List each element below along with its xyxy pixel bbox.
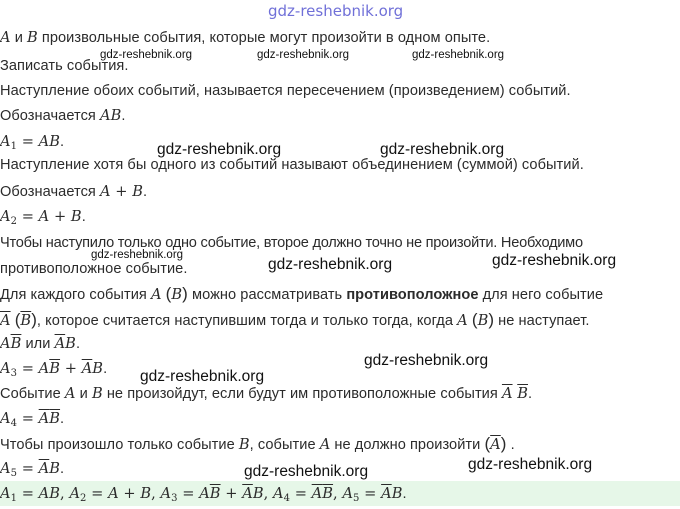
line-only-one: Чтобы наступило только одно событие, второе должно точно не произойти. Необходимо [0, 235, 583, 251]
watermark: gdz-reshebnik.org [257, 49, 350, 61]
line-denoted-ab: Обозначается AB. [0, 107, 126, 124]
watermark: gdz-reshebnik.org [91, 249, 184, 261]
watermark: gdz-reshebnik.org [468, 456, 593, 473]
watermark: gdz-reshebnik.org [140, 368, 265, 385]
watermark: gdz-reshebnik.org [268, 256, 393, 273]
answer-formulas: $A_1$ = AB, $A_2 = A + B$, $A_3 = A\overline{B} + \overline{A}B$, $A_4$ = AB, $A_5 = \overline{A}B$. [0, 485, 407, 504]
watermark: gdz-reshebnik.org [380, 141, 505, 158]
formula-a4: $A_4$ = AB. [0, 410, 65, 429]
line-intersection: Наступление обоих событий, называется пересечением (произведением) событий. [0, 83, 571, 99]
line-neither: Событие A и B не произойдут, если будут им противоположные события $\overline{A}$ $\overline{B}$. [0, 385, 533, 402]
watermark: gdz-reshebnik.org [244, 463, 369, 480]
line-ab-or: $A\overline{B}$ или $\overline{A}B$. [0, 335, 81, 352]
line-only-b: Чтобы произошло только событие B, событие A не должно произойти $(\overline{A})$ . [0, 434, 515, 453]
line-not-a: $\overline{A}$ $(\overline{B})$, которое считается наступившим тогда и только тогда, когда A (B) не наступает. [0, 310, 590, 329]
line-record-events: Записать события. [0, 58, 129, 74]
line-each-event: Для каждого события A (B) можно рассматривать противоположное для него событие [0, 284, 604, 303]
formula-a5: $A_5 = \overline{A}B$. [0, 460, 65, 479]
line-opposite-event: противоположное событие. [0, 261, 188, 277]
answer-summary [0, 481, 680, 506]
formula-a2: $A_2 = A + B$. [0, 208, 86, 227]
watermark: gdz-reshebnik.org [364, 352, 489, 369]
watermark: gdz-reshebnik.org [100, 49, 193, 61]
line-union: Наступление хотя бы одного из событий называют объединением (суммой) событий. [0, 157, 584, 173]
watermark: gdz-reshebnik.org [412, 49, 505, 61]
formula-a3: $A_3 = A\overline{B} + \overline{A}B$. [0, 360, 108, 379]
watermark: gdz-reshebnik.org [157, 141, 282, 158]
line-denoted-sum: Обозначается A + B. [0, 183, 148, 200]
watermark-top: gdz-reshebnik.org [268, 2, 404, 20]
line-events-intro: A и B произвольные события, которые могут произойти в одном опыте. [0, 29, 491, 46]
watermark: gdz-reshebnik.org [492, 252, 617, 269]
var-b: B [27, 29, 38, 46]
var-a: A [0, 29, 11, 46]
formula-a1: $A_1$ = AB. [0, 133, 65, 152]
